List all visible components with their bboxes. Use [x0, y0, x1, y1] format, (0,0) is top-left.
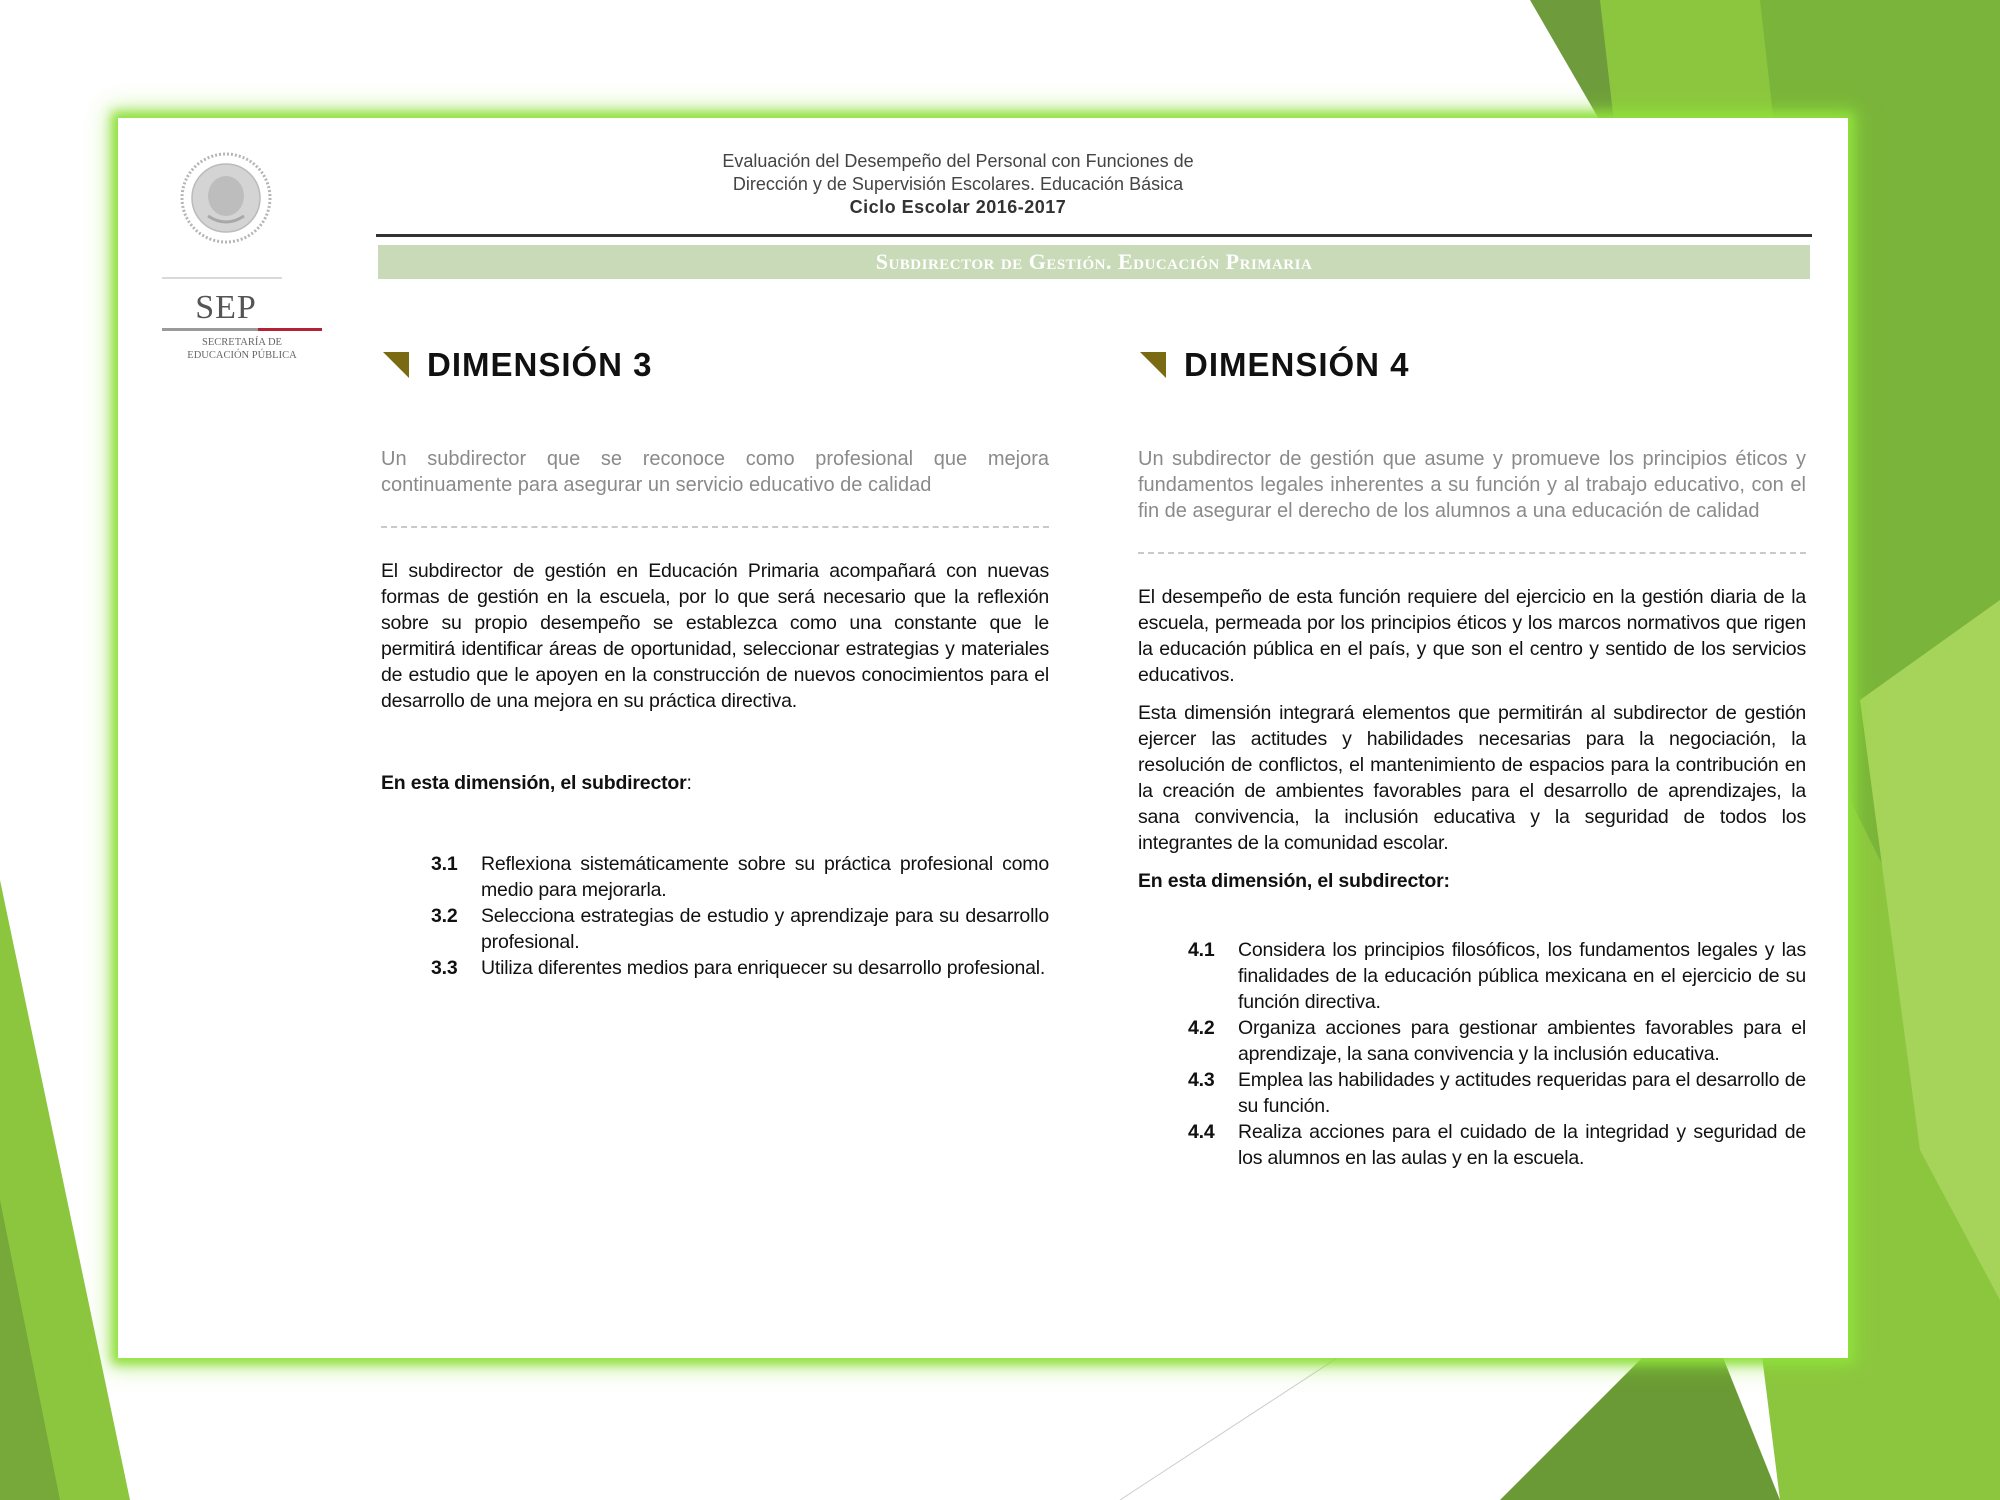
- item-number: 4.2: [1188, 1017, 1215, 1039]
- dimension-3-lead-text: En esta dimensión, el subdirector: [381, 772, 687, 794]
- dimension-3-lead: [381, 772, 1049, 795]
- dimension-4-column: [1138, 346, 1806, 1171]
- list-item: [1188, 1119, 1806, 1171]
- header-line-2: Dirección y de Supervisión Escolares. Educación Básica: [732, 174, 1184, 194]
- list-item: [431, 851, 1049, 903]
- dimension-4-lead: [1138, 870, 1806, 893]
- item-number: 3.3: [431, 957, 458, 979]
- corner-marker-icon: [1140, 352, 1166, 378]
- dimension-3-lead-colon: :: [686, 772, 692, 794]
- dimension-4-title: DIMENSIÓN 4: [1184, 346, 1410, 383]
- dimension-4-intro: Un subdirector de gestión que asume y promueve los principios éticos y fundamentos legales inherentes a su función y al trabajo educativo, con el fin de asegurar el derecho de los alumnos a una educación de calidad: [1138, 448, 1806, 522]
- document-header: [678, 150, 1238, 219]
- dimension-4-items: [1188, 937, 1806, 1171]
- list-item: [431, 903, 1049, 955]
- dimension-3-column: [381, 346, 1049, 981]
- item-number: 3.2: [431, 905, 458, 927]
- dimension-3-body: El subdirector de gestión en Educación Primaria acompañará con nuevas formas de gestión en la escuela, por lo que será necesario que la reflexión sobre su propio desempeño se establezca como una constante que le permitirá identificar áreas de oportunidad, seleccionar estrategias y materiales de estudio que le apoyen en la construcción de nuevos conocimientos para el desarrollo de una mejora en su práctica directiva.: [381, 560, 1049, 712]
- dimension-3-items: [431, 851, 1049, 981]
- item-text: Emplea las habilidades y actitudes requeridas para el desarrollo de su función.: [1238, 1069, 1806, 1117]
- list-item: [1188, 1015, 1806, 1067]
- item-number: 4.4: [1188, 1121, 1215, 1143]
- dimension-3-heading: [381, 346, 1049, 386]
- list-item: [431, 955, 1049, 981]
- dimension-3-title: DIMENSIÓN 3: [427, 346, 653, 383]
- dimension-4-heading: [1138, 346, 1806, 386]
- header-rule: [376, 234, 1812, 237]
- header-line-1: Evaluación del Desempeño del Personal con Funciones de: [722, 151, 1194, 171]
- item-number: 3.1: [431, 853, 458, 875]
- section-title-band: Subdirector de Gestión. Educación Primaria: [378, 245, 1810, 279]
- item-text: Utiliza diferentes medios para enriquecer su desarrollo profesional.: [481, 957, 1046, 979]
- logo-color-bar: [162, 328, 322, 331]
- coat-of-arms-seal-icon: [178, 150, 274, 246]
- item-text: Reflexiona sistemáticamente sobre su práctica profesional como medio para mejorarla.: [481, 853, 1049, 901]
- dimension-3-intro: Un subdirector que se reconoce como profesional que mejora continuamente para asegurar un servicio educativo de calidad: [381, 448, 1049, 496]
- sep-acronym: SEP: [195, 289, 257, 326]
- item-text: Realiza acciones para el cuidado de la integridad y seguridad de los alumnos en las aulas y en la escuela.: [1238, 1121, 1806, 1169]
- sep-subtitle-line-1: SECRETARÍA DE: [202, 337, 282, 348]
- sep-logo: [140, 142, 310, 372]
- logo-divider: [162, 277, 282, 279]
- item-text: Considera los principios filosóficos, los fundamentos legales y las finalidades de la educación pública mexicana en el ejercicio de su función directiva.: [1238, 939, 1806, 1013]
- list-item: [1188, 937, 1806, 1015]
- list-item: [1188, 1067, 1806, 1119]
- sep-subtitle-line-2: EDUCACIÓN PÚBLICA: [187, 350, 297, 361]
- sep-subtitle: [140, 336, 344, 362]
- school-cycle: Ciclo Escolar 2016-2017: [849, 197, 1067, 217]
- item-text: Selecciona estrategias de estudio y aprendizaje para su desarrollo profesional.: [481, 905, 1049, 953]
- dimension-4-body-1: El desempeño de esta función requiere del ejercicio en la gestión diaria de la escuela, permeada por los principios éticos y los marcos normativos que rigen la educación pública en el país, y que son el centro y sentido de los servicios educativos.: [1138, 586, 1806, 686]
- document-page: [118, 118, 1848, 1358]
- item-number: 4.1: [1188, 939, 1215, 961]
- dimension-4-lead-text: En esta dimensión, el subdirector:: [1138, 870, 1450, 892]
- dimension-4-body-2: Esta dimensión integrará elementos que permitirán al subdirector de gestión ejercer las actitudes y habilidades necesarias para la negociación, la resolución de conflictos, el mantenimiento de espacios para la contribución en la creación de ambientes favorables para el desarrollo de aprendizajes, la sana convivencia, la inclusión educativa y la seguridad de todos los integrantes de la comunidad escolar.: [1138, 702, 1806, 854]
- item-number: 4.3: [1188, 1069, 1215, 1091]
- corner-marker-icon: [383, 352, 409, 378]
- item-text: Organiza acciones para gestionar ambientes favorables para el aprendizaje, la sana convivencia y la inclusión educativa.: [1238, 1017, 1806, 1065]
